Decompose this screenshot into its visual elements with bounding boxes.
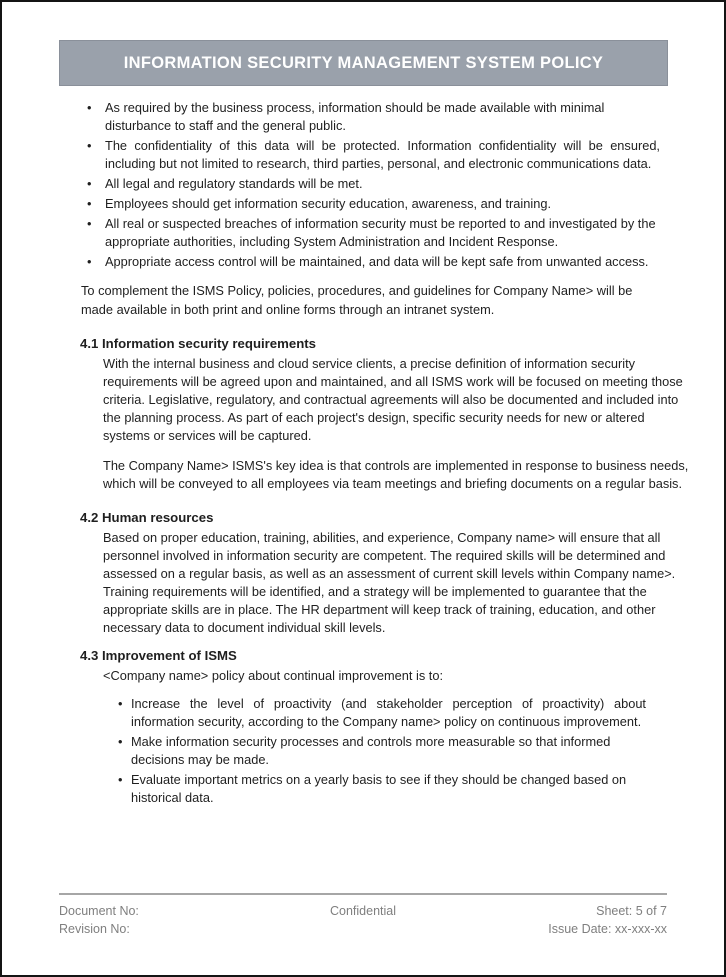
section-paragraph: The Company Name> ISMS's key idea is that controls are implemented in response to business needs, which will be conveyed to all employees via team meetings and briefing documents on a regular basis. — [103, 458, 689, 491]
bullet-marker: • — [87, 254, 92, 269]
document-no-label: Document No: — [59, 904, 139, 918]
confidential-label: Confidential — [329, 904, 396, 918]
bullet-marker: • — [118, 772, 123, 787]
section-human-resources — [2, 509, 724, 637]
bullet-item — [87, 215, 660, 251]
section-improvement-of-isms — [2, 647, 724, 807]
section-heading: 4.3 Improvement of ISMS — [80, 648, 237, 663]
intro-paragraph: To complement the ISMS Policy, policies, procedures, and guidelines for Company Name> will be made available in both print and online forms through an intranet system. — [81, 283, 633, 317]
bullet-text: Increase the level of proactivity (and stakeholder perception of proactivity) about information security, according to the Company name> policy on continuous improvement. — [131, 696, 646, 729]
bullet-item — [87, 175, 660, 193]
document-body — [2, 86, 724, 902]
bullet-item — [118, 695, 646, 731]
section-paragraph: With the internal business and cloud service clients, a precise definition of information security requirements will be agreed upon and maintained, and all ISMS work will be focused on meeting those criteria. Legislative, regulatory, and contractual agreements will also be documented and included into the planning process. As part of each project's design, specific security needs for new or altered systems or services will be captured. — [103, 356, 683, 443]
bullet-marker: • — [87, 138, 92, 153]
bullet-text: All real or suspected breaches of information security must be reported to and investigated by the appropriate authorities, including System Administration and Incident Response. — [105, 216, 656, 249]
section-heading: 4.2 Human resources — [80, 510, 214, 525]
section-heading: 4.1 Information security requirements — [80, 336, 316, 351]
footer-row — [59, 920, 667, 938]
bullet-text: Make information security processes and controls more measurable so that informed decisions may be made. — [131, 734, 611, 767]
improvement-bullet-list — [118, 695, 646, 807]
bullet-marker: • — [87, 176, 92, 191]
page-footer — [59, 893, 667, 938]
intro-bullet-list — [87, 99, 660, 271]
bullet-text: Appropriate access control will be maintained, and data will be kept safe from unwanted access. — [105, 254, 649, 269]
bullet-marker: • — [118, 696, 123, 711]
bullet-item — [87, 137, 660, 173]
page-title: INFORMATION SECURITY MANAGEMENT SYSTEM POLICY — [123, 53, 604, 72]
bullet-marker: • — [87, 216, 92, 231]
bullet-text: Employees should get information security education, awareness, and training. — [105, 196, 552, 211]
section-paragraph: Based on proper education, training, abilities, and experience, Company name> will ensure that all personnel involved in information security are competent. The required skills will be determined and assessed on a regular basis, as well as an assessment of current skill levels within Company name>. Training requirements will be identified, and a strategy will be implemented to guarantee that the appropriate skills are in place. The HR department will keep track of training, education, and other necessary data to document individual skill levels. — [103, 530, 676, 635]
sheet-label: Sheet: 5 of 7 — [596, 904, 667, 918]
bullet-item — [118, 733, 646, 769]
bullet-marker: • — [87, 100, 92, 115]
title-banner — [59, 40, 668, 86]
footer-row — [59, 902, 667, 920]
bullet-text: All legal and regulatory standards will be met. — [105, 176, 363, 191]
bullet-marker: • — [118, 734, 123, 749]
bullet-item — [87, 195, 660, 213]
bullet-marker: • — [87, 196, 92, 211]
revision-no-label: Revision No: — [59, 922, 130, 936]
bullet-text: The confidentiality of this data will be protected. Information confidentiality will be ensured, including but not limited to research, third parties, personal, and electronic communications data. — [105, 138, 660, 171]
section-information-security-requirements — [2, 335, 724, 493]
issue-date-label: Issue Date: xx-xxx-xx — [548, 922, 667, 936]
bullet-text: As required by the business process, information should be made available with minimal disturbance to staff and the general public. — [105, 100, 605, 133]
section-paragraph: <Company name> policy about continual improvement is to: — [103, 668, 444, 683]
bullet-item — [87, 253, 660, 271]
bullet-item — [87, 99, 660, 135]
bullet-text: Evaluate important metrics on a yearly basis to see if they should be changed based on historical data. — [131, 772, 627, 805]
bullet-item — [118, 771, 646, 807]
